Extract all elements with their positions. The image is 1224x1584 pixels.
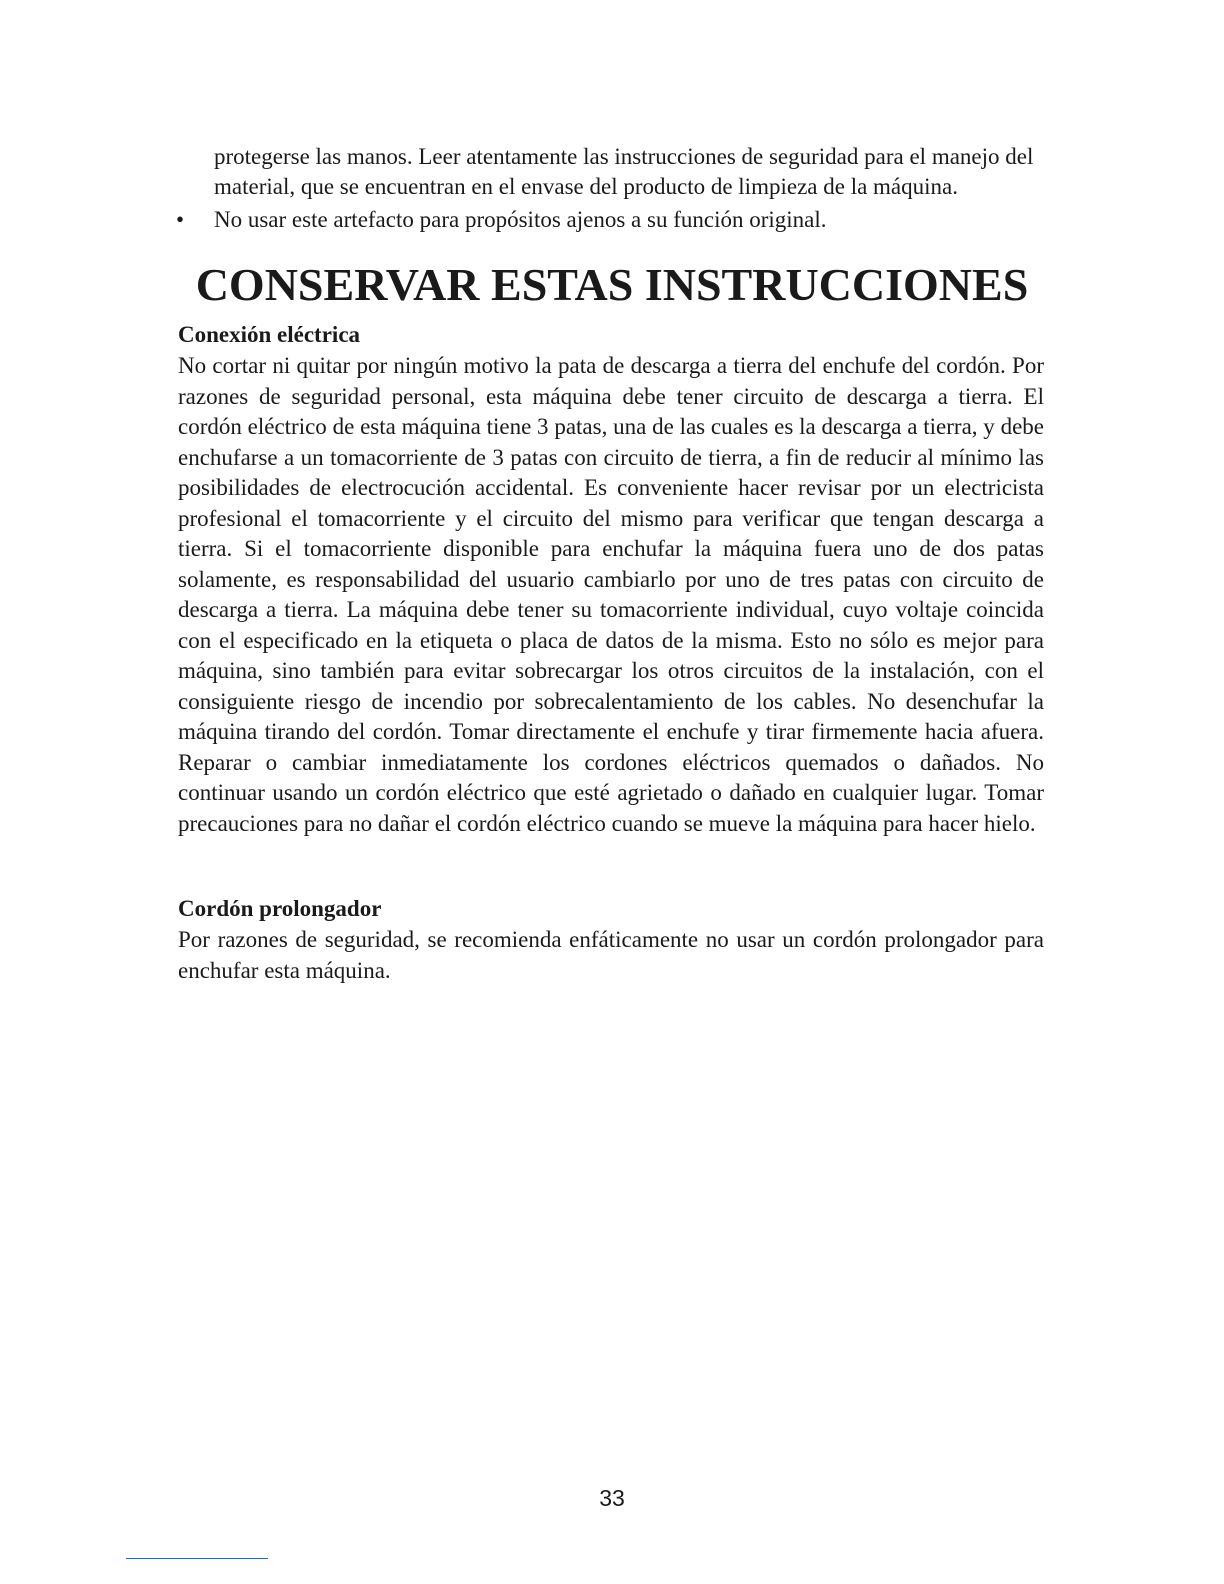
main-heading: CONSERVAR ESTAS INSTRUCCIONES [195,259,1029,310]
bullet-icon: • [176,207,185,232]
section-heading-conexion-electrica: Conexión eléctrica [178,322,361,347]
footer-divider [126,1558,268,1559]
section-heading-cordon-prolongador: Cordón prolongador [178,896,382,921]
section-body-conexion-electrica: No cortar ni quitar por ningún motivo la pata de descarga a tierra del enchufe del cordón. Por razones de seguridad personal, esta máquina debe tener circuito de descarga a tierra. El cordón eléctrico de esta máquina tiene 3 patas, una de las cuales es la descarga a tierra, y debe enchufarse a un tomacorriente de 3 patas con circuito de tierra, a fin de reducir al mínimo las posibilidades de electrocución accidental. Es conveniente hacer revisar por un electricista profesional el tomacorriente y el circuito del mismo para verificar que tengan descarga a tierra. Si el tomacorriente disponible para enchufar la máquina fuera uno de dos patas solamente, es responsabilidad del usuario cambiarlo por uno de tres patas con circuito de descarga a tierra. La máquina debe tener su tomacorriente individual, cuyo voltaje coincida con el especificado en la etiqueta o placa de datos de la misma. Esto no sólo es mejor para máquina, sino también para evitar sobrecargar los otros circuitos de la instalación, con el consiguiente riesgo de incendio por sobrecalentamiento de los cables. No desenchufar la máquina tirando del cordón. Tomar directamente el enchufe y tirar firmemente hacia afuera. Reparar o cambiar inmediatamente los cordones eléctricos quemados o dañados. No continuar usando un cordón eléctrico que esté agrietado o dañado en cualquier lugar. Tomar precauciones para no dañar el cordón eléctrico cuando se mueve la máquina para hacer hielo. [178,353,1044,836]
page-number: 33 [599,1485,625,1511]
bullet-list-item [176,205,1044,235]
continuation-paragraph: protegerse las manos. Leer atentamente las instrucciones de seguridad para el manejo del material, que se encuentran en el envase del producto de limpieza de la máquina. [214,144,1034,199]
bullet-text: No usar este artefacto para propósitos ajenos a su función original. [214,207,827,232]
section-body-cordon-prolongador: Por razones de seguridad, se recomienda enfáticamente no usar un cordón prolongador para enchufar esta máquina. [178,927,1044,983]
